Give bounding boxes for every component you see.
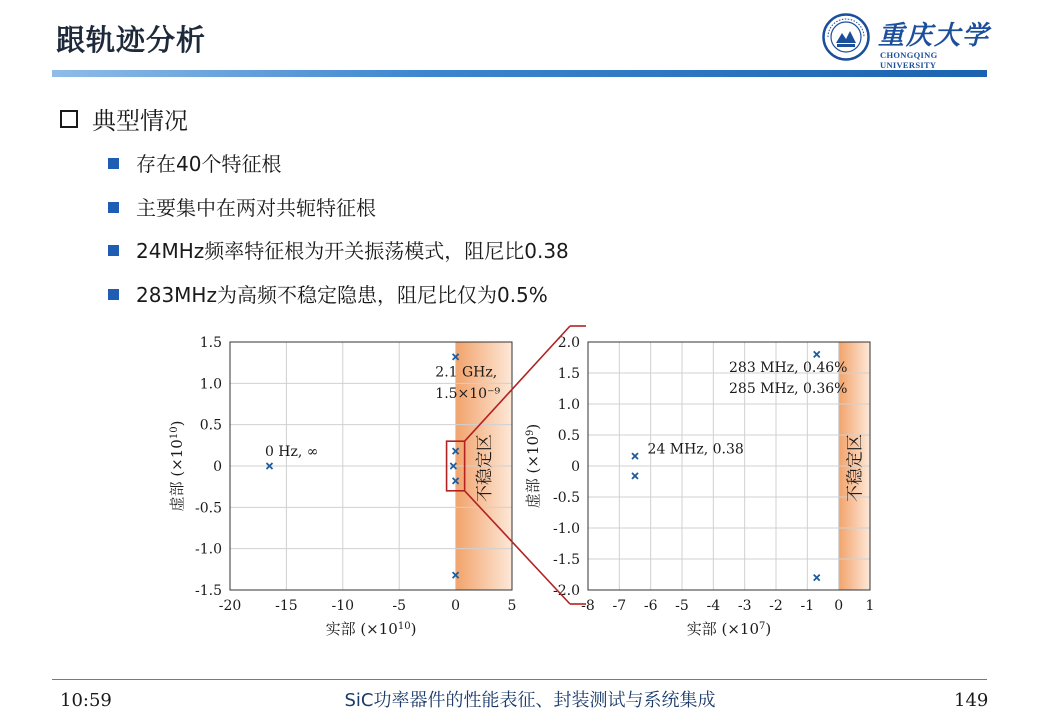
y-tick-label: -1.0	[553, 521, 580, 537]
y-axis-label: 虚部 $(\times 10^9)$	[524, 423, 542, 509]
x-tick-label: 5	[507, 598, 517, 614]
logo-chinese-name: 重庆大学	[878, 21, 991, 51]
x-tick-label: -1	[800, 598, 815, 614]
x-tick-label: -4	[706, 598, 721, 614]
point-annotation: 1.5×10⁻⁹	[435, 386, 501, 403]
root-point-marker	[632, 453, 638, 459]
y-tick-label: 1.0	[557, 397, 580, 413]
x-tick-label: 0	[834, 598, 844, 614]
unstable-region-label: 不稳定区	[474, 434, 495, 502]
y-tick-label: 1.5	[199, 335, 222, 351]
x-tick-label: -20	[218, 598, 242, 614]
x-tick-label: -2	[769, 598, 783, 614]
x-tick-label: -6	[643, 598, 658, 614]
section-title: 典型情况	[92, 107, 188, 135]
y-tick-label: 1.0	[199, 376, 222, 393]
y-tick-label: -0.5	[195, 500, 222, 517]
root-point-marker	[814, 351, 820, 357]
x-axis-label: 实部 $(\times 10^7)$	[686, 620, 772, 638]
x-tick-label: -7	[612, 598, 627, 614]
bullet-text: 存在40个特征根	[136, 152, 282, 176]
x-tick-label: 1	[865, 598, 875, 614]
logo-english-name: CHONGQING UNIVERSITY	[880, 50, 938, 70]
point-annotation: 2.1 GHz,	[435, 364, 498, 381]
y-tick-label: 0.5	[199, 417, 222, 434]
chart-1	[195, 335, 516, 614]
page-number: 149	[954, 690, 989, 711]
bullet-text: 24MHz频率特征根为开关振荡模式，阻尼比0.38	[136, 239, 569, 263]
y-tick-label: -1.5	[553, 552, 580, 568]
footer-divider	[52, 679, 987, 680]
point-annotation: 285 MHz, 0.36%	[729, 380, 848, 397]
y-tick-label: 1.5	[557, 366, 580, 382]
y-tick-label: -1.5	[195, 583, 222, 599]
root-point-marker	[632, 473, 638, 479]
y-axis-label: 虚部 $(\times 10^{10})$	[168, 420, 186, 512]
x-tick-label: -15	[275, 598, 298, 614]
y-tick-label: 0.5	[557, 428, 580, 444]
y-tick-label: -2.0	[553, 583, 580, 599]
point-annotation: 24 MHz, 0.38	[647, 441, 744, 458]
x-tick-label: -5	[392, 598, 407, 614]
root-point-marker	[814, 575, 820, 581]
unstable-region-label: 不稳定区	[845, 434, 866, 502]
y-tick-label: 2.0	[557, 335, 580, 351]
footer-time: 10:59	[60, 690, 112, 711]
bullet-text: 283MHz为高频不稳定隐患，阻尼比仅为0.5%	[136, 282, 548, 307]
y-tick-label: 0	[571, 459, 580, 475]
point-annotation: 0 Hz, ∞	[264, 444, 319, 461]
footer-title: SiC功率器件的性能表征、封装测试与系统集成	[344, 690, 716, 711]
x-tick-label: 0	[451, 598, 461, 614]
y-tick-label: -1.0	[195, 541, 222, 558]
x-tick-label: -10	[331, 598, 355, 614]
x-axis-label: 实部 $(\times 10^{10})$	[325, 620, 417, 638]
y-tick-label: 0	[213, 459, 222, 475]
bullet-text: 主要集中在两对共轭特征根	[136, 195, 376, 220]
x-tick-label: -8	[581, 598, 595, 614]
x-tick-label: -3	[737, 598, 752, 614]
chart-2	[553, 335, 874, 614]
page-title: 跟轨迹分析	[56, 23, 207, 57]
point-annotation: 283 MHz, 0.46%	[729, 359, 848, 376]
y-tick-label: -0.5	[553, 490, 580, 506]
x-tick-label: -5	[675, 598, 689, 614]
